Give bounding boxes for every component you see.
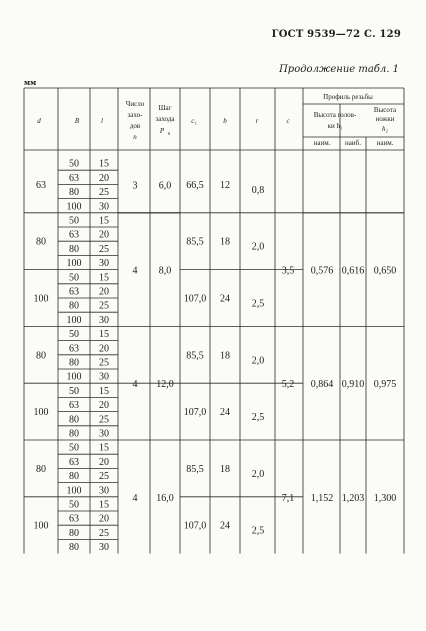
cell-B: 100 (66, 314, 82, 326)
header-c1: c₁ (191, 117, 197, 125)
cell-r: 2,5 (251, 412, 265, 424)
cell-B: 80 (69, 300, 79, 312)
cell-c1: 85,5 (186, 463, 204, 475)
page-header: ГОСТ 9539—72 С. 129 (271, 29, 401, 40)
cell-d: 100 (33, 407, 49, 419)
cell-r: 0,8 (251, 184, 265, 196)
cell-l: 15 (99, 329, 109, 341)
header-d: d (37, 117, 41, 125)
cell-B: 100 (66, 201, 82, 213)
cell-starts: 4 (132, 379, 138, 391)
cell-h1-max: 0,616 (341, 265, 365, 277)
cell-l: 30 (99, 485, 109, 497)
cell-B: 80 (69, 187, 79, 199)
cell-l: 15 (99, 442, 109, 454)
cell-l: 20 (99, 513, 109, 525)
header-l: l (101, 117, 103, 125)
cell-h2-min: 0,975 (373, 379, 397, 391)
cell-l: 25 (99, 527, 109, 539)
cell-B: 80 (69, 414, 79, 426)
cell-h1-max: 1,203 (341, 492, 365, 504)
cell-l: 30 (99, 542, 109, 554)
cell-l: 15 (99, 158, 109, 170)
cell-l: 20 (99, 343, 109, 355)
cell-b: 24 (220, 293, 230, 305)
cell-b: 24 (220, 407, 230, 419)
header-h2-2: ножки (375, 115, 395, 123)
cell-l: 15 (99, 272, 109, 284)
cell-B: 50 (69, 158, 79, 170)
header-starts-4: n (133, 133, 137, 141)
cell-l: 30 (99, 201, 109, 213)
cell-B: 63 (69, 400, 79, 412)
cell-B: 50 (69, 499, 79, 511)
cell-l: 20 (99, 286, 109, 298)
cell-d: 100 (33, 293, 49, 305)
cell-r: 2,5 (251, 298, 265, 310)
cell-r: 2,0 (251, 468, 265, 480)
cell-pitch: 16,0 (156, 492, 174, 504)
cell-h2-min: 1,300 (373, 492, 397, 504)
cell-b: 18 (220, 463, 230, 475)
cell-B: 80 (69, 357, 79, 369)
cell-l: 25 (99, 414, 109, 426)
header-h2-1: Высота (373, 106, 397, 114)
cell-d: 100 (33, 520, 49, 532)
cell-b: 18 (220, 236, 230, 248)
table-continuation-label: Продолжение табл. 1 (279, 64, 399, 75)
cell-h1-max: 0,910 (341, 379, 365, 391)
cell-c1: 107,0 (183, 520, 207, 532)
cell-c1: 85,5 (186, 236, 204, 248)
cell-pitch: 8,0 (158, 265, 172, 277)
cell-B: 50 (69, 442, 79, 454)
header-b: b (223, 117, 227, 125)
header-c: c (286, 117, 290, 125)
cell-starts: 4 (132, 265, 138, 277)
cell-B: 80 (69, 542, 79, 554)
cell-l: 15 (99, 385, 109, 397)
header-pitch-3: P (159, 127, 165, 135)
header-pitch-4: n (167, 132, 171, 137)
cell-B: 63 (69, 513, 79, 525)
header-starts-1: Число (125, 100, 145, 108)
cell-h1-min: 1,152 (310, 492, 334, 504)
cell-r: 2,5 (251, 525, 265, 537)
header-h1-1: Высота голов- (313, 111, 357, 119)
cell-h1-min: 0,864 (310, 379, 334, 391)
cell-b: 12 (220, 179, 230, 191)
cell-d: 63 (36, 179, 46, 191)
header-r: r (255, 117, 259, 125)
header-starts-2: захо- (127, 111, 143, 119)
cell-l: 25 (99, 300, 109, 312)
cell-d: 80 (36, 236, 46, 248)
cell-l: 30 (99, 371, 109, 383)
cell-B: 63 (69, 229, 79, 241)
cell-l: 30 (99, 314, 109, 326)
header-h2-3: h₂ (382, 125, 388, 133)
cell-B: 80 (69, 243, 79, 255)
cell-B: 50 (69, 385, 79, 397)
header-thread-profile: Профиль резьбы (323, 93, 373, 101)
cell-l: 30 (99, 258, 109, 270)
header-h2-min: наим. (376, 139, 394, 147)
cell-l: 20 (99, 400, 109, 412)
cell-B: 80 (69, 428, 79, 440)
cell-l: 25 (99, 243, 109, 255)
cell-l: 25 (99, 357, 109, 369)
cell-B: 80 (69, 527, 79, 539)
cell-c: 5,2 (281, 379, 295, 391)
cell-r: 2,0 (251, 355, 265, 367)
cell-c1: 107,0 (183, 407, 207, 419)
table-body (34, 159, 397, 553)
cell-h2-min: 0,650 (373, 265, 397, 277)
cell-d: 80 (36, 463, 46, 475)
cell-c1: 85,5 (186, 350, 204, 362)
header-starts-3: дов (129, 122, 141, 130)
header-h1-2: ки h₁ (327, 122, 343, 130)
cell-B: 100 (66, 485, 82, 497)
cell-l: 25 (99, 187, 109, 199)
cell-h1-min: 0,576 (310, 265, 334, 277)
cell-pitch: 12,0 (156, 379, 174, 391)
cell-l: 20 (99, 172, 109, 184)
cell-c1: 66,5 (186, 179, 204, 191)
cell-B: 63 (69, 343, 79, 355)
cell-c1: 107,0 (183, 293, 207, 305)
header-h1-min: наим. (313, 139, 331, 147)
header-B: B (74, 117, 80, 125)
cell-B: 63 (69, 286, 79, 298)
cell-l: 15 (99, 215, 109, 227)
cell-B: 63 (69, 172, 79, 184)
cell-starts: 4 (132, 492, 138, 504)
cell-b: 24 (220, 520, 230, 532)
cell-pitch: 6,0 (158, 180, 172, 192)
header-h1-max: наиб. (345, 139, 361, 147)
cell-B: 100 (66, 371, 82, 383)
unit-label: мм (24, 78, 37, 87)
cell-l: 20 (99, 456, 109, 468)
cell-c: 7,1 (281, 492, 295, 504)
cell-l: 15 (99, 499, 109, 511)
cell-B: 50 (69, 215, 79, 227)
cell-B: 80 (69, 471, 79, 483)
cell-B: 100 (66, 258, 82, 270)
cell-d: 80 (36, 350, 46, 362)
cell-B: 50 (69, 329, 79, 341)
cell-c: 3,5 (281, 265, 295, 277)
cell-r: 2,0 (251, 241, 265, 253)
cell-B: 50 (69, 272, 79, 284)
cell-B: 63 (69, 456, 79, 468)
cell-b: 18 (220, 350, 230, 362)
cell-l: 30 (99, 428, 109, 440)
header-pitch-1: Шаг (158, 104, 172, 112)
header-pitch-2: захода (155, 115, 175, 123)
cell-l: 25 (99, 471, 109, 483)
cell-starts: 3 (132, 180, 138, 192)
cell-l: 20 (99, 229, 109, 241)
